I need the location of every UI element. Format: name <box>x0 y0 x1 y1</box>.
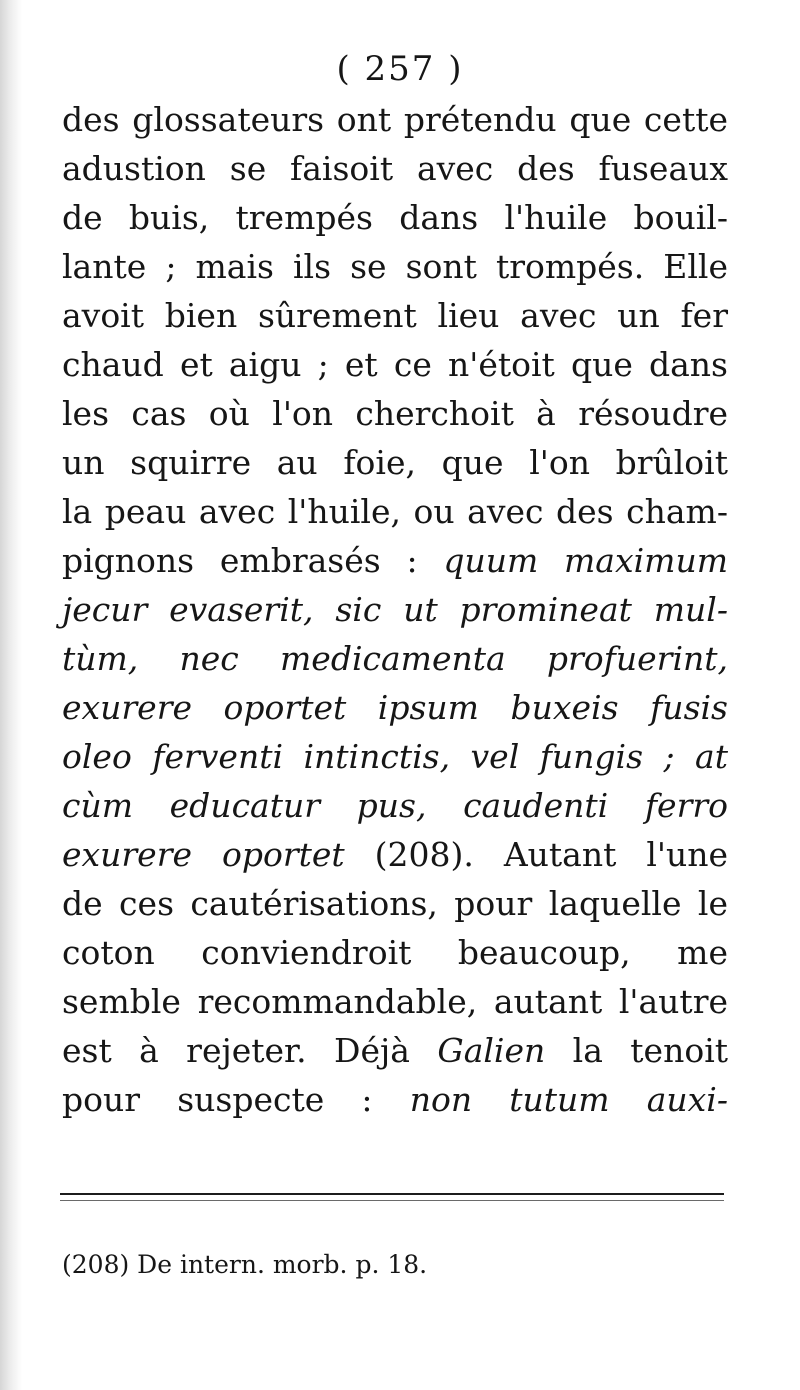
text-line: semble recommandable, autant l'autre <box>62 982 728 1021</box>
text-line-italic: exurere oportet ipsum buxeis fusis <box>62 688 728 727</box>
text-line-italic: cùm educatur pus, caudenti ferro <box>62 786 728 825</box>
text-line: coton conviendroit beaucoup, me <box>62 933 728 972</box>
text-line: adustion se faisoit avec des fuseaux <box>62 149 728 188</box>
roman-phrase: (208). Autant l'une <box>344 835 728 874</box>
text-line <box>62 1026 728 1075</box>
footnote-separator-thin <box>60 1200 724 1201</box>
roman-phrase: est à rejeter. Déjà <box>62 1031 438 1070</box>
text-line: lante ; mais ils se sont trompés. Elle <box>62 247 728 286</box>
text-line: avoit bien sûrement lieu avec un fer <box>62 296 728 335</box>
text-line: des glossateurs ont prétendu que cette <box>62 100 728 139</box>
text-line <box>62 536 728 585</box>
text-line <box>62 830 728 879</box>
text-line-italic: jecur evaserit, sic ut promineat mul- <box>62 590 728 629</box>
body-text <box>62 95 728 1124</box>
italic-phrase: Galien <box>437 1031 546 1070</box>
text-line: la peau avec l'huile, ou avec des cham- <box>62 492 728 531</box>
italic-phrase: non tutum auxi- <box>409 1080 728 1119</box>
italic-phrase: quum maximum <box>443 541 728 580</box>
text-line: les cas où l'on cherchoit à résoudre <box>62 394 728 433</box>
footnote-separator <box>60 1193 724 1195</box>
page-number: ( 257 ) <box>336 49 464 89</box>
text-line: un squirre au foie, que l'on brûloit <box>62 443 728 482</box>
text-line-italic: oleo ferventi intinctis, vel fungis ; at <box>62 737 728 776</box>
text-line: de buis, trempés dans l'huile bouil- <box>62 198 728 237</box>
italic-phrase: exurere oportet <box>62 835 345 874</box>
text-line: chaud et aigu ; et ce n'étoit que dans <box>62 345 728 384</box>
text-line: de ces cautérisations, pour laquelle le <box>62 884 728 923</box>
text-line <box>62 1075 728 1124</box>
roman-phrase: la tenoit <box>545 1031 729 1070</box>
roman-phrase: pignons embrasés : <box>62 541 444 580</box>
text-line-italic: tùm, nec medicamenta profuerint, <box>62 639 728 678</box>
footnote: (208) De intern. morb. p. 18. <box>62 1250 428 1279</box>
roman-phrase: pour suspecte : <box>62 1080 410 1119</box>
